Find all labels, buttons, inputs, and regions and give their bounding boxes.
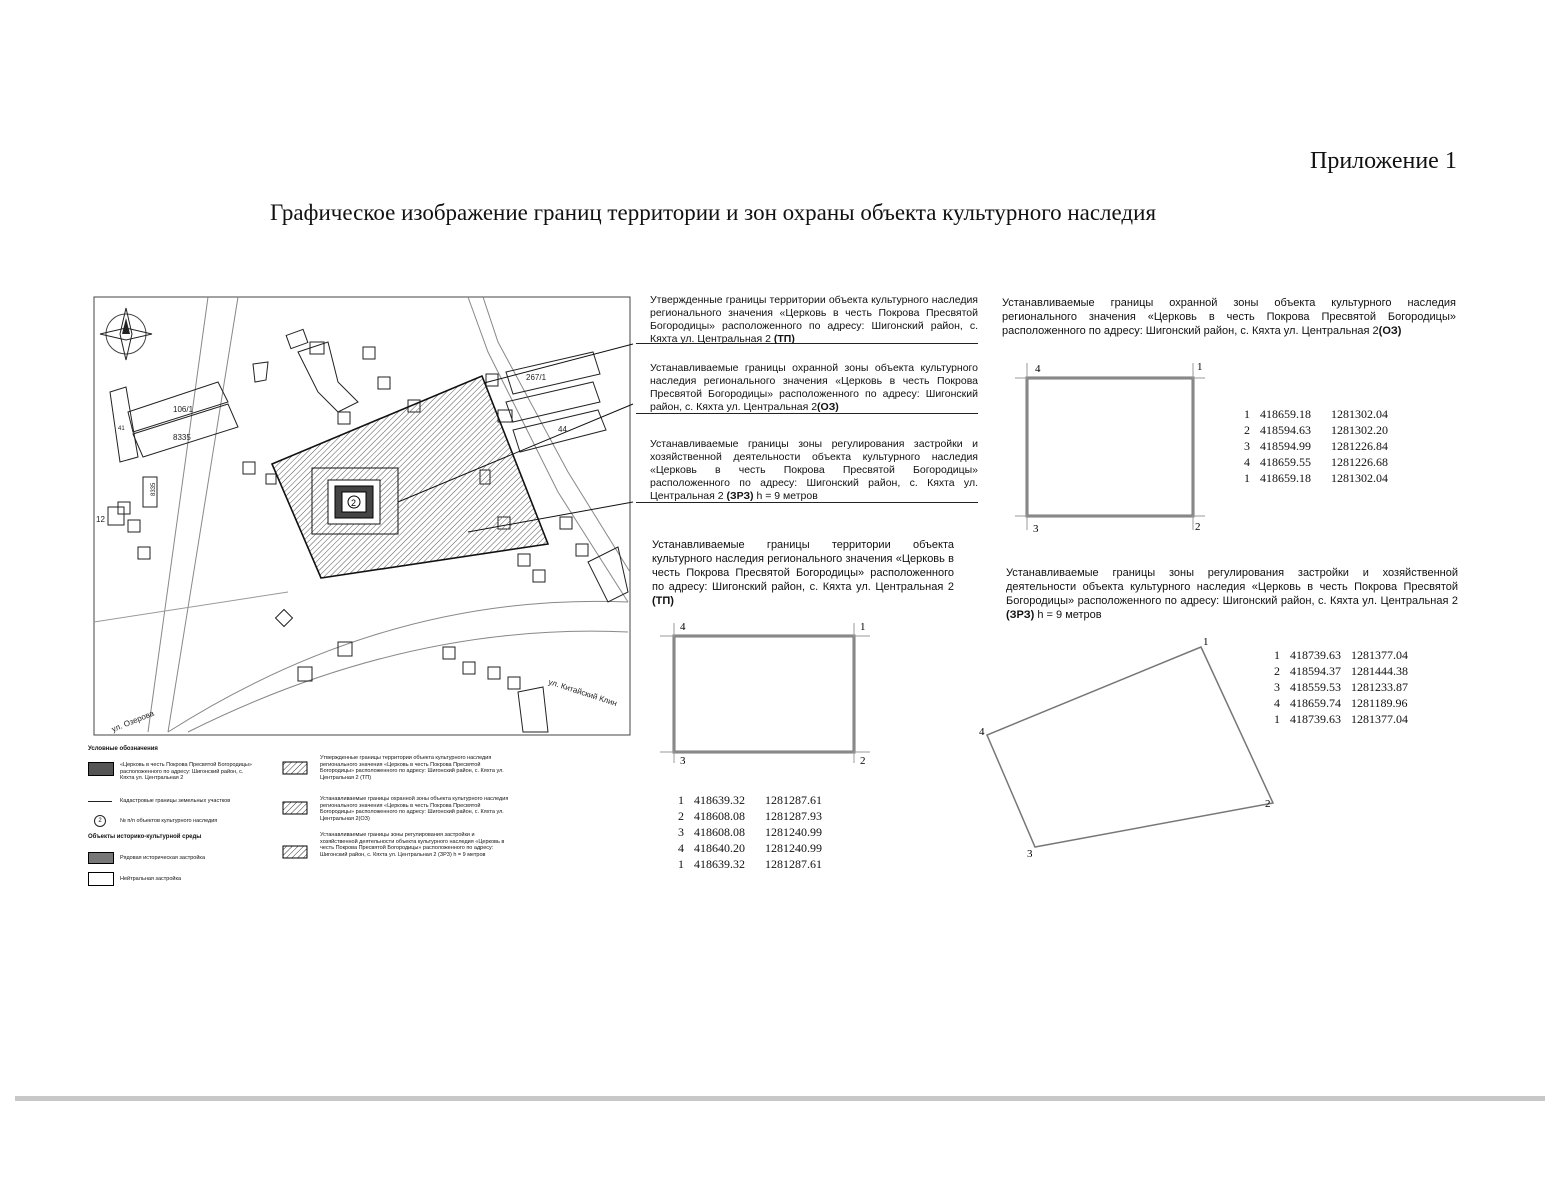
legend-number-icon: 2: [94, 815, 106, 827]
parcel-label: 44: [558, 425, 567, 434]
legend-heading: Условные обозначения: [88, 746, 158, 752]
tp-coordinates-table: [662, 792, 828, 872]
corner-label: 3: [1033, 523, 1039, 535]
table-row: 1 418739.63 1281377.04: [1274, 648, 1408, 662]
parcel-label: 12: [96, 515, 105, 524]
legend-object-swatch: [88, 762, 114, 776]
table-row: 2 418594.63 1281302.20: [1244, 423, 1388, 437]
legend-hist-swatch: [88, 852, 114, 864]
table-row: 4 418659.74 1281189.96: [1274, 696, 1408, 710]
zrz-coordinates-table: [1258, 647, 1414, 727]
oz-coordinates-table: [1228, 406, 1394, 486]
page-title: Графическое изображение границ территории и зон охраны объекта культурного наследия: [270, 200, 1157, 225]
table-row: 1 418659.18 1281302.04: [1244, 471, 1388, 485]
table-row: 2 418608.08 1281287.93: [678, 809, 822, 823]
table-row: 3 418594.99 1281226.84: [1244, 439, 1388, 453]
parcel-label: 8335: [151, 482, 157, 496]
tp-description: Устанавливаемые границы территории объекта культурного наследия регионального значения «Церковь в честь Покрова Пресвятой Богородицы» расположенного по адресу: Шигонский район, с. Кяхта ул. Центральная 2 (ТП): [652, 539, 954, 607]
table-row: 1 418639.32 1281287.61: [678, 793, 822, 807]
legend-object: «Церковь в честь Покрова Пресвятой Богородицы» расположенного по адресу: Шигонский район, с. Кяхта ул. Центральная 2: [120, 762, 252, 781]
legend-oz: Устанавливаемые границы охранной зоны объекта культурного наследия регионального значения «Церковь в честь Покрова Пресвятой Богородицы» расположенного по адресу: Шигонский район, с. Кяхта ул. Центральная 2(ОЗ): [320, 796, 509, 822]
corner-label: 1: [860, 621, 866, 633]
corner-label: 4: [979, 726, 985, 738]
legend-cadastral: Кадастровые границы земельных участков: [120, 798, 231, 804]
legend-hatch-swatches: [282, 760, 308, 860]
object-number: 2: [351, 498, 357, 508]
legend-tp: Утвержденные границы территории объекта культурного наследия регионального значения «Церковь в честь Покрова Пресвятой Богородицы» расположенного по адресу: Шигонский район, с. Кяхта ул. Центральная 2 (ТП): [320, 755, 504, 781]
legend-neutral-swatch: [88, 872, 114, 886]
table-row: 4 418659.55 1281226.68: [1244, 455, 1388, 469]
tp-boundary-diagram: [660, 618, 880, 768]
site-plan-map: [88, 292, 638, 740]
legend-cadastral-line: [88, 801, 112, 802]
legend-hist: Рядовая историческая застройка: [120, 855, 206, 861]
corner-label: 4: [1035, 363, 1041, 375]
table-row: 1 418659.18 1281302.04: [1244, 407, 1388, 421]
oz-description: Устанавливаемые границы охранной зоны объекта культурного наследия регионального значения «Церковь в честь Покрова Пресвятой Богородицы» расположенного по адресу: Шигонский район, с. Кяхта ул. Центральная 2(ОЗ): [1002, 297, 1456, 337]
table-row: 3 418608.08 1281240.99: [678, 825, 822, 839]
corner-label: 2: [1265, 798, 1271, 810]
table-row: 4 418640.20 1281240.99: [678, 841, 822, 855]
legend-heading-2: Объекты историко-культурной среды: [88, 834, 202, 840]
corner-label: 3: [1027, 848, 1033, 860]
parcel-label: 8335: [173, 433, 191, 442]
callout-oz: Устанавливаемые границы охранной зоны объекта культурного наследия регионального значения «Церковь в честь Покрова Пресвятой Богородицы» расположенного по адресу: Шигонский район, с. Кяхта ул. Центральная 2(ОЗ): [650, 362, 978, 413]
legend-number: № п/п объектов культурного наследия: [120, 818, 218, 824]
corner-label: 2: [860, 755, 866, 767]
table-row: 2 418594.37 1281444.38: [1274, 664, 1408, 678]
corner-label: 1: [1197, 361, 1203, 373]
scan-edge-bar: [15, 1096, 1545, 1101]
parcel-label: 106/1: [173, 405, 194, 414]
legend-neutral: Нейтральная застройка: [120, 876, 182, 882]
parcel-label: 41: [118, 426, 125, 432]
street-label: ул. Озерова: [110, 708, 156, 734]
callout-tp: Утвержденные границы территории объекта культурного наследия регионального значения «Церковь в честь Покрова Пресвятой Богородицы» расположенного по адресу: Шигонский район, с. Кяхта ул. Центральная 2 (ТП): [650, 294, 978, 345]
parcel-label: 267/1: [526, 373, 547, 382]
appendix-label: Приложение 1: [1310, 148, 1457, 174]
corner-label: 4: [680, 621, 686, 633]
table-row: 1 418639.32 1281287.61: [678, 857, 822, 871]
street-label: ул. Китайский Клин: [547, 677, 619, 708]
table-row: 1 418739.63 1281377.04: [1274, 712, 1408, 726]
zrz-description: Устанавливаемые границы зоны регулирования застройки и хозяйственной деятельности объекта культурного наследия «Церковь в честь Покрова Пресвятой Богородицы» расположенного по адресу: Шигонский район, с. Кяхта ул. Центральная 2 (ЗРЗ) h = 9 метров: [1006, 567, 1458, 621]
corner-label: 3: [680, 755, 686, 767]
legend-zrz: Устанавливаемые границы зоны регулирования застройки и хозяйственной деятельности объекта культурного наследия «Церковь в честь Покрова Пресвятой Богородицы» расположенного по адресу: Шигонский район, с. Кяхта ул. Центральная 2 (ЗРЗ) h = 9 метров: [320, 832, 505, 858]
zrz-boundary-diagram: [975, 635, 1275, 865]
corner-label: 2: [1195, 521, 1201, 533]
corner-label: 1: [1203, 636, 1209, 648]
table-row: 3 418559.53 1281233.87: [1274, 680, 1408, 694]
oz-boundary-diagram: [1015, 358, 1215, 538]
callout-zrz: Устанавливаемые границы зоны регулирования застройки и хозяйственной деятельности объекта культурного наследия «Церковь в честь Покрова Пресвятой Богородицы» расположенного по адресу: Шигонский район, с. Кяхта ул. Центральная 2 (ЗРЗ) h = 9 метров: [650, 438, 978, 502]
